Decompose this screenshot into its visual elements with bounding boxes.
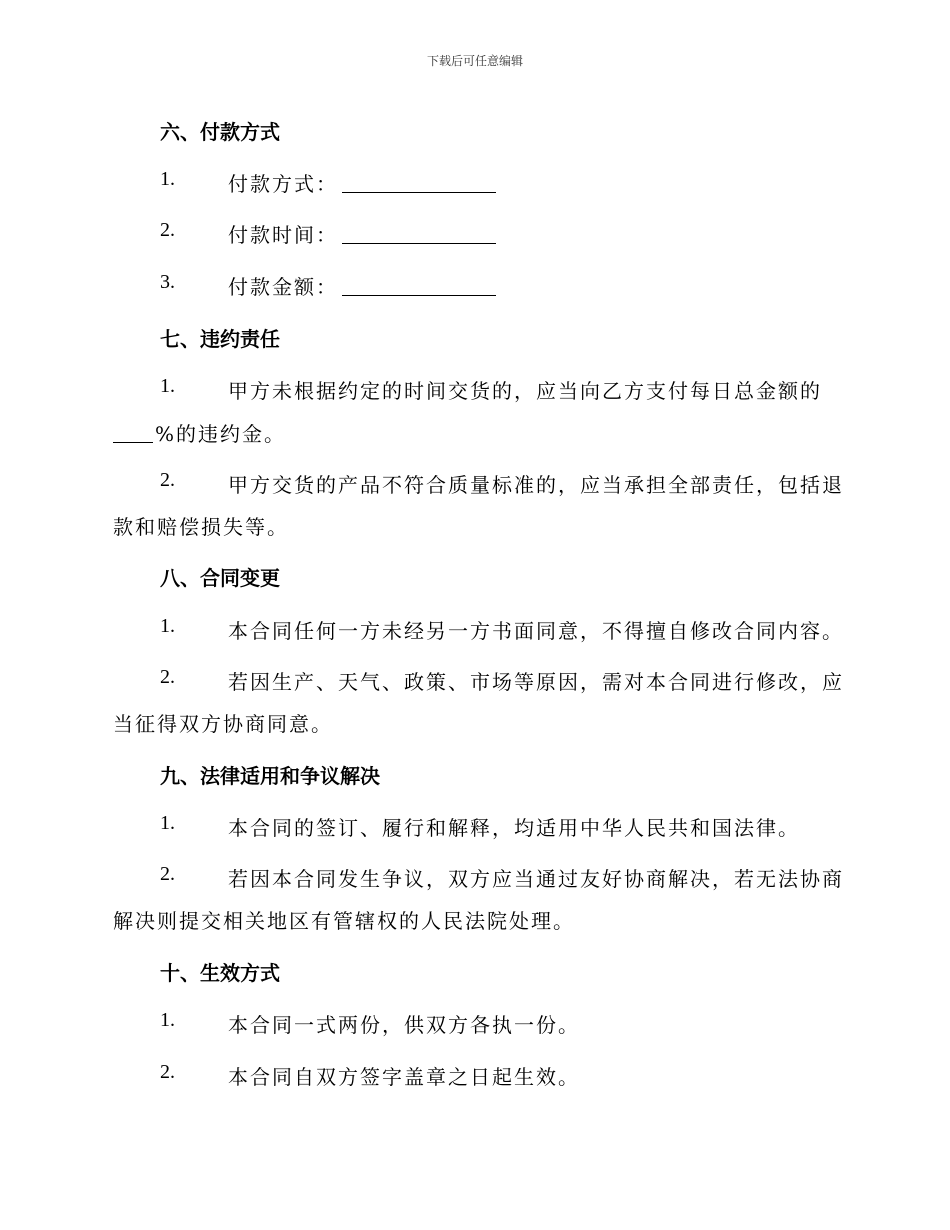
item-text: 若因生产、天气、政策、市场等原因，需对本合同进行修改，应 <box>228 670 844 694</box>
item-number: 2. <box>160 863 175 885</box>
item-number: 1. <box>160 1009 175 1031</box>
item-text: 付款时间： <box>228 219 496 248</box>
item-continuation: 款和赔偿损失等。 <box>113 515 289 539</box>
item-continuation: %的违约金。 <box>113 418 950 447</box>
section-title-effectiveness: 十、生效方式 <box>160 961 280 985</box>
item-text: 若因本合同发生争议，双方应当通过友好协商解决，若无法协商 <box>228 867 844 891</box>
item-text: 付款方式： <box>228 168 496 197</box>
item-text: 甲方交货的产品不符合质量标准的，应当承担全部责任，包括退 <box>228 473 844 497</box>
fill-blank[interactable] <box>342 172 496 193</box>
item-text: 本合同一式两份，供双方各执一份。 <box>228 1013 580 1037</box>
item-number: 1. <box>160 812 175 834</box>
fill-blank[interactable] <box>342 275 496 296</box>
item-continuation: 当征得双方协商同意。 <box>113 712 333 736</box>
item-number: 3. <box>160 271 175 293</box>
item-text: 甲方未根据约定的时间交货的，应当向乙方支付每日总金额的 <box>228 379 822 403</box>
section-title-liability: 七、违约责任 <box>160 327 280 351</box>
item-number: 2. <box>160 666 175 688</box>
item-number: 1. <box>160 168 175 190</box>
item-number: 2. <box>160 469 175 491</box>
section-title-amendment: 八、合同变更 <box>160 566 280 590</box>
item-text: 本合同自双方签字盖章之日起生效。 <box>228 1065 580 1089</box>
item-text: 本合同的签订、履行和解释，均适用中华人民共和国法律。 <box>228 816 800 840</box>
item-number: 1. <box>160 375 175 397</box>
item-number: 2. <box>160 219 175 241</box>
page-header: 下载后可任意编辑 <box>426 54 523 68</box>
fill-blank[interactable] <box>113 422 153 443</box>
fill-blank[interactable] <box>342 223 496 244</box>
item-text: 付款金额： <box>228 271 496 300</box>
item-continuation: 解决则提交相关地区有管辖权的人民法院处理。 <box>113 909 575 933</box>
item-text: 本合同任何一方未经另一方书面同意，不得擅自修改合同内容。 <box>228 619 844 643</box>
item-number: 2. <box>160 1061 175 1083</box>
section-title-payment: 六、付款方式 <box>160 120 280 144</box>
item-number: 1. <box>160 615 175 637</box>
section-title-law: 九、法律适用和争议解决 <box>160 764 380 788</box>
